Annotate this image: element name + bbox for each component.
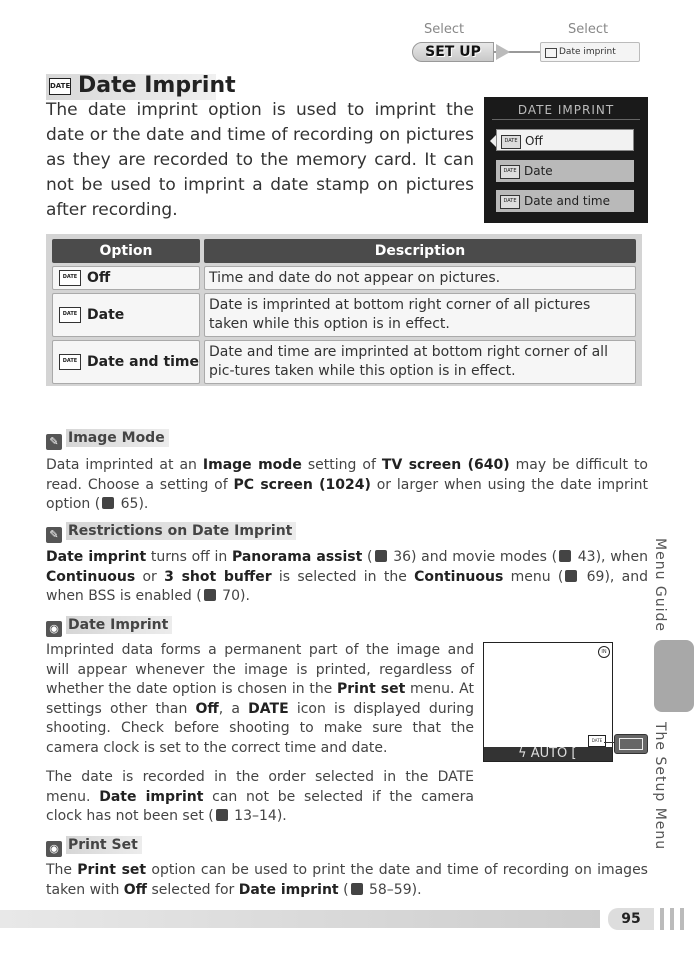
page-reference-icon [559, 550, 571, 562]
camera-menu-item-date[interactable] [496, 160, 634, 182]
pencil-note-icon: ✎ [46, 527, 62, 543]
table-row-option [52, 340, 200, 384]
camera-note-icon: ◉ [46, 841, 62, 857]
camera-menu-item-off[interactable] [496, 129, 634, 151]
note-date-imprint-text-2: The date is recorded in the order selected in the DATE menu. Date imprint can not be selected if the camera clock has not been set ( 13–14). [46, 769, 474, 824]
option-label: Date and time [87, 354, 200, 370]
option-label: Date [87, 307, 125, 323]
callout-line [604, 742, 614, 743]
table-row-description: Date and time are imprinted at bottom right corner of all pic-tures taken while this option is in effect. [204, 340, 636, 384]
note-restrictions-text: Date imprint turns off in Panorama assist ( 36) and movie modes ( 43), when Continuous or 3 shot buffer is selected in the Continuous menu ( 69), and when BSS is enabled ( 70). [46, 549, 649, 604]
note-heading-date-imprint: ◉ Date Imprint [46, 617, 172, 637]
note-image-mode-text: Data imprinted at an Image mode setting of TV screen (640) may be difficult to read. Choose a setting of PC screen (1024) or larger when using the date imprint option ( 65). [46, 457, 649, 512]
page-reference-icon [204, 589, 216, 601]
footer-stripe [660, 908, 664, 930]
note-heading-restrictions: ✎ Restrictions on Date Imprint [46, 523, 296, 543]
pencil-note-icon: ✎ [46, 434, 62, 450]
side-tab-menu-guide[interactable]: Menu Guide [652, 538, 668, 632]
page-number: 95 [608, 908, 654, 930]
camera-menu-item-label: Date [524, 164, 553, 178]
note-heading-image-mode: ✎ Image Mode [46, 430, 169, 450]
camera-menu-screen [484, 97, 648, 223]
date-off-icon: DATE [59, 270, 81, 286]
camera-note-icon: ◉ [46, 621, 62, 637]
table-row-description: Time and date do not appear on pictures. [204, 266, 636, 290]
camera-menu-item-date-and-time[interactable] [496, 190, 634, 212]
table-header-description: Description [204, 239, 636, 263]
note-heading-print-set: ◉ Print Set [46, 837, 142, 857]
camera-menu-item-label: Off [525, 134, 543, 148]
breadcrumb-setup: SET UP [412, 42, 494, 62]
table-row-description: Date is imprinted at bottom right corner of all pictures taken while this option is in effect. [204, 293, 636, 337]
breadcrumb-arrow-icon [496, 44, 510, 60]
side-tab-setup-menu[interactable]: The Setup Menu [652, 722, 668, 851]
breadcrumb [412, 42, 640, 62]
page-reference-icon [565, 570, 577, 582]
option-label: Off [87, 270, 111, 286]
intro-paragraph: The date imprint option is used to imprint the date or the date and time of recording on pictures as they are recorded to the memory card. It can not be used to imprint a date stamp on pictures after recording. [46, 100, 474, 220]
date-icon: DATE [49, 78, 71, 95]
date-indicator-icon: DATE [588, 735, 606, 747]
internal-memory-icon: IN [598, 646, 610, 658]
table-row-option [52, 293, 200, 337]
flash-auto-indicator: ϟ AUTO [ [518, 746, 577, 761]
date-time-icon: DATE [59, 354, 81, 370]
date-icon: DATE [500, 165, 520, 179]
camera-menu-item-label: Date and time [524, 194, 610, 208]
table-header-option: Option [52, 239, 200, 263]
page-reference-icon [216, 809, 228, 821]
breadcrumb-select-left: Select [424, 22, 465, 37]
options-table [46, 234, 642, 386]
table-row-option [52, 266, 200, 290]
date-icon: DATE [59, 307, 81, 323]
page-reference-icon [351, 883, 363, 895]
viewfinder-display [483, 642, 613, 762]
date-callout [614, 734, 648, 754]
footer-bar [0, 910, 600, 928]
page-title: Date Imprint [78, 73, 236, 98]
camera-menu-title: DATE IMPRINT [517, 103, 615, 117]
breadcrumb-date-imprint [540, 42, 640, 62]
footer-stripe [670, 908, 674, 930]
camera-menu-divider [492, 119, 640, 120]
page-reference-icon [102, 497, 114, 509]
date-callout-icon [619, 738, 643, 750]
breadcrumb-select-right: Select [568, 22, 609, 37]
note-print-set-text: The Print set option can be used to print the date and time of recording on images taken with Off selected for Date imprint ( 58–59). [46, 862, 648, 898]
note-date-imprint-text: Imprinted data forms a permanent part of the image and will appear whenever the image is printed, regardless of whether the date option is chosen in the Print set menu. At settings other than Off, a DATE icon is displayed during shooting. Check before shooting to make sure that the camera clock is set to the correct time and date. [46, 642, 474, 756]
date-time-icon: DATE [500, 195, 520, 209]
viewfinder-status-bar [484, 747, 612, 761]
footer-stripe [680, 908, 684, 930]
date-off-icon: DATE [501, 135, 521, 149]
date-mini-icon [545, 48, 557, 58]
breadcrumb-item-label: Date imprint [559, 47, 616, 57]
page-reference-icon [375, 550, 387, 562]
side-tab-marker [654, 640, 694, 712]
